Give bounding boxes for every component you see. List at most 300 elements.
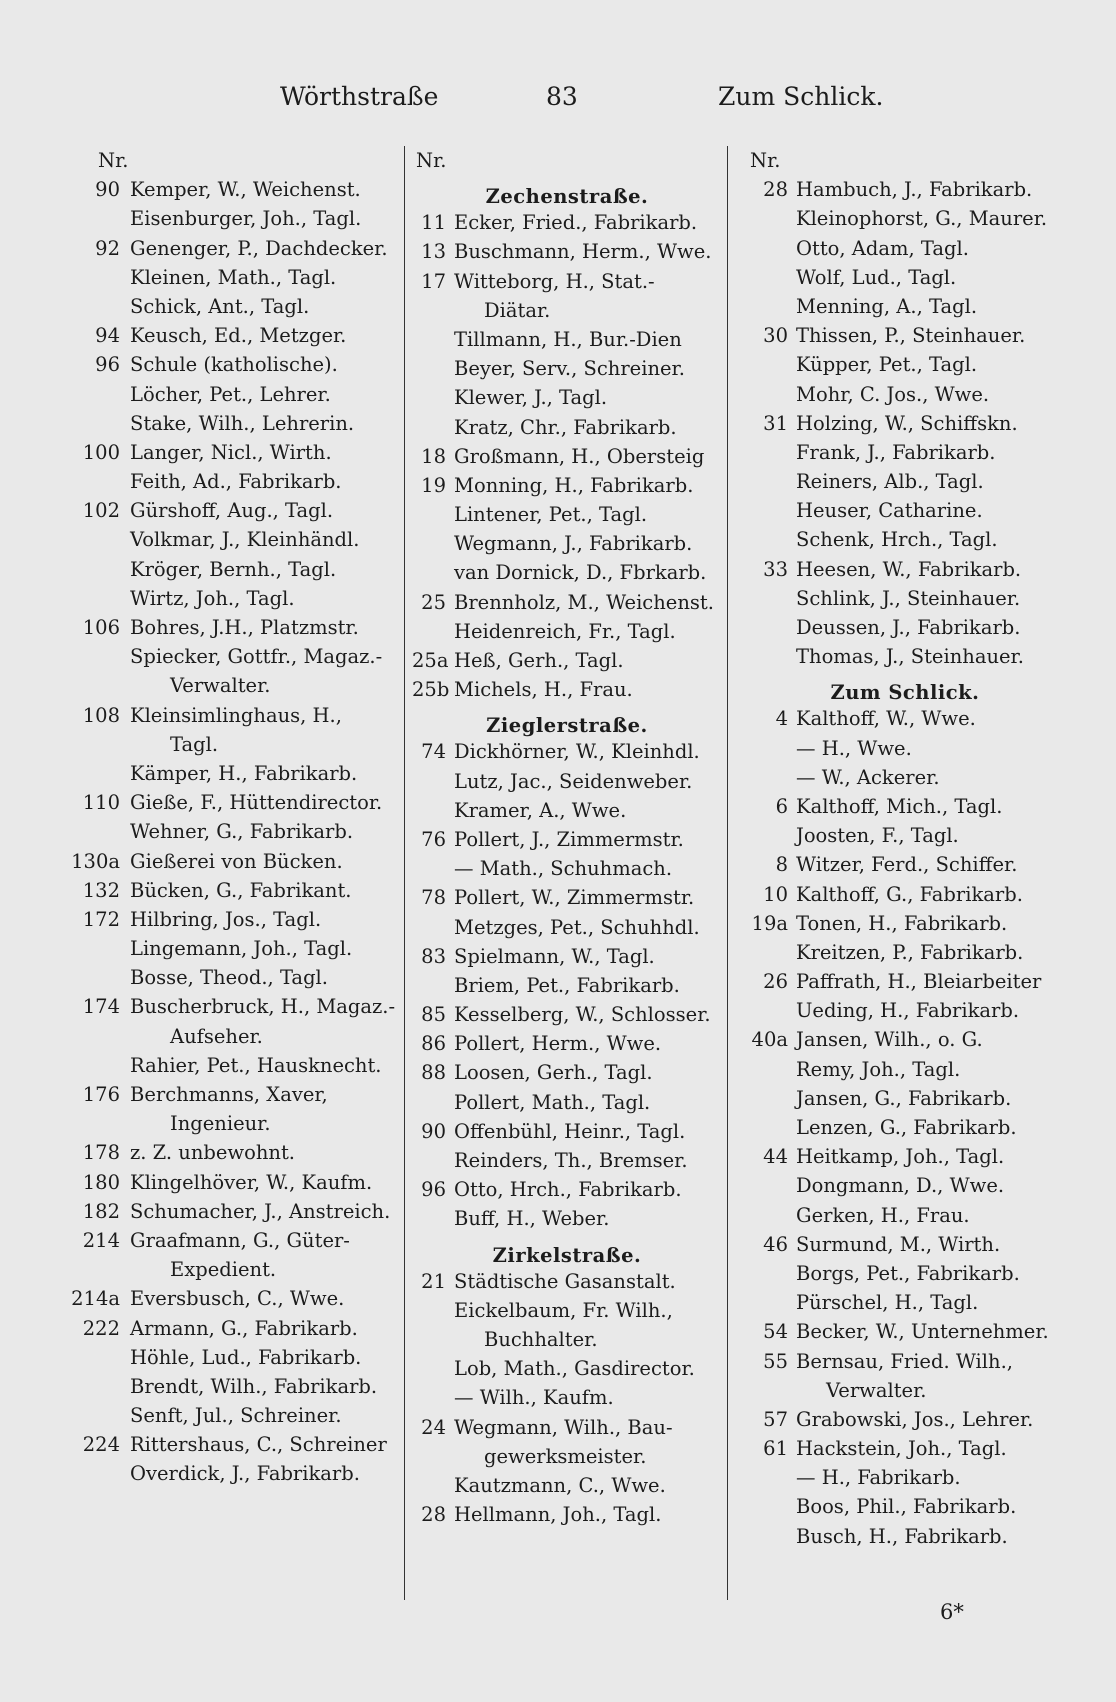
directory-entry <box>740 1522 1070 1551</box>
directory-entry <box>412 883 722 912</box>
resident-name: Boos, Phil., Fabrikarb. <box>796 1495 1017 1519</box>
resident-name: z. Z. unbewohnt. <box>130 1141 295 1165</box>
header-right-street: Zum Schlick. <box>718 82 884 111</box>
resident-name: Thomas, J., Steinhauer. <box>796 645 1024 669</box>
house-number: 55 <box>763 1349 788 1373</box>
resident-name: Tagl. <box>170 732 219 756</box>
resident-name: Dongmann, D., Wwe. <box>796 1174 1005 1198</box>
resident-name: Pollert, J., Zimmermstr. <box>454 827 684 851</box>
directory-entry <box>60 1284 400 1313</box>
directory-entry <box>412 237 722 266</box>
directory-entry <box>740 584 1070 613</box>
directory-entry <box>412 442 722 471</box>
directory-entry <box>740 380 1070 409</box>
entry-continuation <box>60 730 400 759</box>
resident-name: Kalthoff, G., Fabrikarb. <box>796 882 1023 906</box>
house-number: 108 <box>82 703 120 727</box>
resident-name: Schlink, J., Steinhauer. <box>796 586 1021 610</box>
house-number: 13 <box>421 240 446 264</box>
resident-name: Grabowski, Jos., Lehrer. <box>796 1407 1034 1431</box>
resident-name: Kröger, Bernh., Tagl. <box>130 557 337 581</box>
directory-entry <box>60 292 400 321</box>
directory-entry <box>740 704 1070 733</box>
directory-entry <box>740 1347 1070 1376</box>
resident-name: Bernsau, Fried. Wilh., <box>796 1349 1013 1373</box>
directory-entry <box>740 1434 1070 1463</box>
resident-name: Eickelbaum, Fr. Wilh., <box>454 1298 673 1322</box>
house-number: 17 <box>421 269 446 293</box>
directory-entry <box>740 996 1070 1025</box>
resident-name: Eisenburger, Joh., Tagl. <box>130 207 362 231</box>
resident-name: Armann, G., Fabrikarb. <box>130 1316 358 1340</box>
directory-entry <box>412 1088 722 1117</box>
nr-label: Nr. <box>98 149 129 172</box>
directory-entry <box>412 767 722 796</box>
entry-continuation <box>740 1376 1070 1405</box>
directory-entry <box>740 409 1070 438</box>
resident-name: Heidenreich, Fr., Tagl. <box>454 619 676 643</box>
resident-name: Lingemann, Joh., Tagl. <box>130 937 353 961</box>
resident-name: Hambuch, J., Fabrikarb. <box>796 178 1033 202</box>
resident-name: Schumacher, J., Anstreich. <box>130 1199 391 1223</box>
directory-entry <box>412 471 722 500</box>
resident-name: — H., Fabrikarb. <box>796 1466 961 1490</box>
directory-entry <box>60 1197 400 1226</box>
resident-name: Buff, H., Weber. <box>454 1207 610 1231</box>
directory-entry <box>740 1113 1070 1142</box>
resident-name: Kemper, W., Weichenst. <box>130 178 361 202</box>
resident-name: Küpper, Pet., Tagl. <box>796 353 978 377</box>
resident-name: Metzges, Pet., Schuhhdl. <box>454 915 700 939</box>
resident-name: Heuser, Catharine. <box>796 499 983 523</box>
resident-name: Lutz, Jac., Seidenweber. <box>454 769 693 793</box>
house-number: 54 <box>763 1320 788 1344</box>
resident-name: Bosse, Theod., Tagl. <box>130 966 328 990</box>
directory-entry <box>740 850 1070 879</box>
directory-entry <box>60 204 400 233</box>
resident-name: Schick, Ant., Tagl. <box>130 294 310 318</box>
house-number: 90 <box>95 178 120 202</box>
resident-name: Spiecker, Gottfr., Magaz.- <box>130 645 383 669</box>
resident-name: Klewer, J., Tagl. <box>454 386 608 410</box>
resident-name: Löcher, Pet., Lehrer. <box>130 382 331 406</box>
resident-name: Kalthoff, W., Wwe. <box>796 707 976 731</box>
resident-name: Stake, Wilh., Lehrerin. <box>130 411 355 435</box>
resident-name: Hilbring, Jos., Tagl. <box>130 907 322 931</box>
house-number: 106 <box>82 616 120 639</box>
resident-name: Höhle, Lud., Fabrikarb. <box>130 1345 362 1369</box>
directory-entry <box>740 1492 1070 1521</box>
directory-entry <box>740 234 1070 263</box>
directory-entry <box>412 1413 722 1442</box>
resident-name: Pollert, Math., Tagl. <box>454 1090 651 1114</box>
resident-name: Heesen, W., Fabrikarb. <box>796 557 1022 581</box>
resident-name: Borgs, Pet., Fabrikarb. <box>796 1261 1020 1285</box>
directory-entry <box>60 380 400 409</box>
resident-name: Senft, Jul., Schreiner. <box>130 1404 342 1428</box>
directory-entry <box>412 1383 722 1412</box>
directory-entry <box>412 796 722 825</box>
directory-entry <box>412 1204 722 1233</box>
directory-entry <box>60 467 400 496</box>
directory-entry <box>60 1401 400 1430</box>
directory-entry <box>412 646 722 675</box>
directory-entry <box>60 992 400 1021</box>
resident-name: Jansen, Wilh., o. G. <box>796 1028 983 1052</box>
directory-entry <box>740 204 1070 233</box>
resident-name: Kalthoff, Mich., Tagl. <box>796 794 1003 818</box>
directory-entry <box>412 854 722 883</box>
house-number: 100 <box>82 440 120 464</box>
resident-name: Mohr, C. Jos., Wwe. <box>796 382 990 406</box>
resident-name: Beyer, Serv., Schreiner. <box>454 357 685 381</box>
house-number: 8 <box>775 853 788 877</box>
entry-continuation <box>412 296 722 325</box>
resident-name: Michels, H., Frau. <box>454 678 633 702</box>
directory-entry <box>60 1314 400 1343</box>
directory-entry <box>412 942 722 971</box>
house-number: 19 <box>421 473 446 497</box>
directory-entry <box>60 496 400 525</box>
section-heading: Zechenstraße. <box>485 185 649 209</box>
resident-name: Kämper, H., Fabrikarb. <box>130 761 358 785</box>
signature-mark: 6* <box>940 1600 964 1624</box>
section-heading: Zirkelstraße. <box>492 1243 642 1267</box>
resident-name: — W., Ackerer. <box>796 765 940 789</box>
directory-entry <box>740 642 1070 671</box>
resident-name: Lob, Math., Gasdirector. <box>454 1357 695 1381</box>
directory-entry <box>412 1058 722 1087</box>
house-number: 174 <box>82 995 120 1019</box>
directory-entry <box>60 1138 400 1167</box>
house-number: 83 <box>421 944 446 968</box>
directory-entry <box>60 1168 400 1197</box>
resident-name: Lenzen, G., Fabrikarb. <box>796 1116 1017 1139</box>
directory-entry <box>60 1226 400 1255</box>
resident-name: Dickhörner, W., Kleinhdl. <box>454 740 700 764</box>
directory-entry <box>740 821 1070 850</box>
directory-entry <box>412 413 722 442</box>
house-number: 222 <box>82 1316 120 1340</box>
directory-entry <box>740 292 1070 321</box>
directory-entry <box>412 588 722 617</box>
resident-name: Volkmar, J., Kleinhändl. <box>130 528 360 552</box>
directory-entry <box>740 1084 1070 1113</box>
directory-entry <box>60 1080 400 1109</box>
resident-name: Buschmann, Herm., Wwe. <box>454 240 712 264</box>
resident-name: Großmann, H., Obersteig <box>454 444 705 468</box>
directory-entry <box>740 1317 1070 1346</box>
resident-name: Ecker, Fried., Fabrikarb. <box>454 211 698 235</box>
house-number: 25a <box>412 649 449 672</box>
directory-entry <box>412 1296 722 1325</box>
house-number: 61 <box>763 1437 788 1461</box>
directory-entry <box>740 792 1070 821</box>
directory-entry <box>740 938 1070 967</box>
house-number: 178 <box>82 1141 120 1165</box>
house-number: 85 <box>421 1003 446 1027</box>
directory-entry <box>740 350 1070 379</box>
house-number: 57 <box>763 1407 788 1431</box>
entry-continuation <box>412 1442 722 1471</box>
resident-name: Monning, H., Fabrikarb. <box>454 473 694 497</box>
resident-name: Ingenieur. <box>170 1112 271 1136</box>
directory-entry <box>60 613 400 642</box>
directory-entry <box>60 847 400 876</box>
directory-entry <box>412 354 722 383</box>
resident-name: Wolf, Lud., Tagl. <box>796 265 957 289</box>
directory-entry <box>740 967 1070 996</box>
section-heading: Zum Schlick. <box>830 681 980 705</box>
resident-name: Reiners, Alb., Tagl. <box>796 470 984 494</box>
entry-continuation <box>60 1255 400 1284</box>
directory-entry <box>60 1459 400 1488</box>
page-header <box>0 82 1116 122</box>
nr-label: Nr. <box>750 149 781 172</box>
directory-entry <box>412 1500 722 1529</box>
house-number: 96 <box>421 1178 446 1202</box>
house-number: 10 <box>763 882 788 906</box>
column-2 <box>412 146 722 1529</box>
house-number: 21 <box>421 1269 446 1293</box>
house-number: 18 <box>421 444 446 468</box>
resident-name: Otto, Adam, Tagl. <box>796 236 969 260</box>
resident-name: Wegmann, Wilh., Bau- <box>454 1415 673 1439</box>
house-number: 28 <box>763 178 788 202</box>
directory-entry <box>60 701 400 730</box>
directory-entry <box>60 409 400 438</box>
directory-entry <box>740 763 1070 792</box>
resident-name: Holzing, W., Schiffskn. <box>796 411 1018 435</box>
directory-entry <box>60 1430 400 1459</box>
directory-entry <box>412 1267 722 1296</box>
directory-entry <box>740 613 1070 642</box>
directory-entry <box>60 321 400 350</box>
house-number: 90 <box>421 1119 446 1143</box>
directory-entry <box>60 788 400 817</box>
directory-entry <box>412 1146 722 1175</box>
entry-continuation <box>412 1325 722 1354</box>
directory-entry <box>740 496 1070 525</box>
column-1 <box>60 146 400 1489</box>
house-number: 30 <box>763 324 788 348</box>
resident-name: Menning, A., Tagl. <box>796 294 978 318</box>
entry-continuation <box>60 1022 400 1051</box>
directory-entry <box>412 617 722 646</box>
directory-entry <box>60 642 400 671</box>
resident-name: Brennholz, M., Weichenst. <box>454 590 714 614</box>
directory-entry <box>740 175 1070 204</box>
directory-entry <box>60 1372 400 1401</box>
resident-name: Remy, Joh., Tagl. <box>796 1057 961 1081</box>
resident-name: Kreitzen, P., Fabrikarb. <box>796 940 1024 964</box>
directory-entry <box>740 1171 1070 1200</box>
resident-name: Kramer, A., Wwe. <box>454 798 627 822</box>
resident-name: Heitkamp, Joh., Tagl. <box>796 1145 1005 1169</box>
directory-entry <box>412 529 722 558</box>
resident-name: Hellmann, Joh., Tagl. <box>454 1503 662 1527</box>
resident-name: Gerken, H., Frau. <box>796 1203 970 1227</box>
directory-entry <box>740 1259 1070 1288</box>
resident-name: Verwalter. <box>826 1378 927 1402</box>
resident-name: Hackstein, Joh., Tagl. <box>796 1437 1007 1461</box>
resident-name: Offenbühl, Heinr., Tagl. <box>454 1119 686 1143</box>
entry-continuation <box>60 671 400 700</box>
resident-name: Reinders, Th., Bremser. <box>454 1149 688 1172</box>
directory-entry <box>740 321 1070 350</box>
resident-name: — Math., Schuhmach. <box>454 857 673 881</box>
house-number: 214a <box>71 1287 120 1311</box>
house-number: 25b <box>412 678 450 702</box>
resident-name: Becker, W., Unternehmer. <box>796 1320 1049 1344</box>
directory-entry <box>412 325 722 354</box>
resident-name: Berchmanns, Xaver, <box>130 1083 328 1106</box>
directory-entry <box>740 1201 1070 1230</box>
house-number: 40a <box>751 1028 788 1052</box>
directory-entry <box>740 1463 1070 1492</box>
house-number: 96 <box>95 353 120 377</box>
directory-entry <box>412 500 722 529</box>
resident-name: Keusch, Ed., Metzger. <box>130 324 347 348</box>
header-left-street: Wörthstraße <box>280 82 439 111</box>
resident-name: Joosten, F., Tagl. <box>796 824 959 848</box>
directory-entry <box>412 1000 722 1029</box>
directory-entry <box>740 525 1070 554</box>
section-heading: Zieglerstraße. <box>486 714 648 738</box>
house-number: 182 <box>82 1199 120 1223</box>
directory-entry <box>60 438 400 467</box>
resident-name: Paffrath, H., Bleiarbeiter <box>796 970 1042 994</box>
directory-entry <box>740 1405 1070 1434</box>
resident-name: Wirtz, Joh., Tagl. <box>130 586 295 610</box>
resident-name: — Wilh., Kaufm. <box>454 1386 614 1410</box>
directory-entry <box>60 584 400 613</box>
house-number: 110 <box>82 791 120 815</box>
directory-entry <box>60 350 400 379</box>
house-number: 214 <box>82 1228 120 1252</box>
resident-name: Otto, Hrch., Fabrikarb. <box>454 1178 682 1202</box>
resident-name: Lintener, Pet., Tagl. <box>454 503 648 527</box>
directory-entry <box>412 208 722 237</box>
house-number: 44 <box>763 1145 788 1169</box>
resident-name: Kleinen, Math., Tagl. <box>130 265 337 289</box>
house-number: 46 <box>763 1232 788 1256</box>
directory-entry <box>412 1117 722 1146</box>
house-number: 6 <box>775 794 788 818</box>
resident-name: Witteborg, H., Stat.- <box>454 269 655 293</box>
house-number: 19a <box>751 911 788 935</box>
directory-entry <box>60 817 400 846</box>
resident-name: Pollert, Herm., Wwe. <box>454 1032 662 1056</box>
entry-continuation <box>60 1109 400 1138</box>
page-number: 83 <box>546 82 578 111</box>
directory-entry <box>60 1343 400 1372</box>
column-3 <box>740 146 1070 1551</box>
resident-name: Jansen, G., Fabrikarb. <box>796 1086 1012 1110</box>
house-number: 78 <box>421 886 446 910</box>
resident-name: Briem, Pet., Fabrikarb. <box>454 973 680 997</box>
house-number: 224 <box>82 1433 120 1457</box>
directory-entry <box>60 263 400 292</box>
directory-entry <box>740 263 1070 292</box>
resident-name: Eversbusch, C., Wwe. <box>130 1287 345 1311</box>
directory-entry <box>740 880 1070 909</box>
resident-name: Klingelhöver, W., Kaufm. <box>130 1170 373 1194</box>
house-number: 130a <box>71 849 120 873</box>
resident-name: Wegmann, J., Fabrikarb. <box>454 532 693 556</box>
resident-name: Kleinsimlinghaus, H., <box>130 703 342 727</box>
resident-name: Tillmann, H., Bur.-Dien <box>454 327 682 351</box>
directory-entry <box>412 267 722 296</box>
resident-name: Bohres, J.H., Platzmstr. <box>130 616 359 639</box>
house-number: 24 <box>421 1415 446 1439</box>
resident-name: Gürshoff, Aug., Tagl. <box>130 499 334 523</box>
house-number: 4 <box>775 707 788 731</box>
resident-name: Buscherbruck, H., Magaz.- <box>130 995 396 1019</box>
directory-entry <box>412 1354 722 1383</box>
resident-name: Kratz, Chr., Fabrikarb. <box>454 415 677 439</box>
resident-name: Buchhalter. <box>484 1327 598 1351</box>
house-number: 86 <box>421 1032 446 1056</box>
resident-name: Verwalter. <box>170 674 271 698</box>
resident-name: Spielmann, W., Tagl. <box>454 944 655 968</box>
house-number: 180 <box>82 1170 120 1194</box>
directory-entry <box>60 175 400 204</box>
resident-name: Schule (katholische). <box>130 353 338 377</box>
house-number: 94 <box>95 324 120 348</box>
resident-name: Surmund, M., Wirth. <box>796 1232 1001 1256</box>
resident-name: Kesselberg, W., Schlosser. <box>454 1003 711 1027</box>
directory-entry <box>60 905 400 934</box>
resident-name: Aufseher. <box>170 1024 263 1048</box>
resident-name: Busch, H., Fabrikarb. <box>796 1524 1008 1548</box>
house-number: 31 <box>763 411 788 435</box>
resident-name: Thissen, P., Steinhauer. <box>796 324 1026 348</box>
directory-entry <box>412 1471 722 1500</box>
directory-entry <box>412 1175 722 1204</box>
directory-entry <box>740 1055 1070 1084</box>
directory-entry <box>740 1025 1070 1054</box>
house-number: 74 <box>421 740 446 764</box>
house-number: 11 <box>421 211 446 235</box>
resident-name: Gieße, F., Hüttendirector. <box>130 791 383 815</box>
directory-entry <box>412 825 722 854</box>
directory-entry <box>60 1051 400 1080</box>
house-number: 92 <box>95 236 120 260</box>
directory-entry <box>412 675 722 704</box>
resident-name: Loosen, Gerh., Tagl. <box>454 1061 653 1085</box>
house-number: 102 <box>82 499 120 523</box>
house-number: 88 <box>421 1061 446 1085</box>
column-divider-2 <box>727 146 728 1600</box>
directory-entry <box>412 737 722 766</box>
house-number: 176 <box>82 1083 120 1106</box>
house-number: 76 <box>421 827 446 851</box>
resident-name: Tonen, H., Fabrikarb. <box>796 911 1008 935</box>
resident-name: Diätar. <box>484 298 551 322</box>
resident-name: Gießerei von Bücken. <box>130 849 343 873</box>
resident-name: Pollert, W., Zimmermstr. <box>454 886 695 910</box>
resident-name: Deussen, J., Fabrikarb. <box>796 616 1021 639</box>
resident-name: Genenger, P., Dachdecker. <box>130 236 388 260</box>
resident-name: Pürschel, H., Tagl. <box>796 1291 979 1315</box>
resident-name: Brendt, Wilh., Fabrikarb. <box>130 1374 378 1398</box>
nr-label: Nr. <box>416 149 447 172</box>
directory-entry <box>412 913 722 942</box>
directory-entry <box>740 1230 1070 1259</box>
directory-entry <box>60 876 400 905</box>
resident-name: Kautzmann, C., Wwe. <box>454 1473 666 1497</box>
